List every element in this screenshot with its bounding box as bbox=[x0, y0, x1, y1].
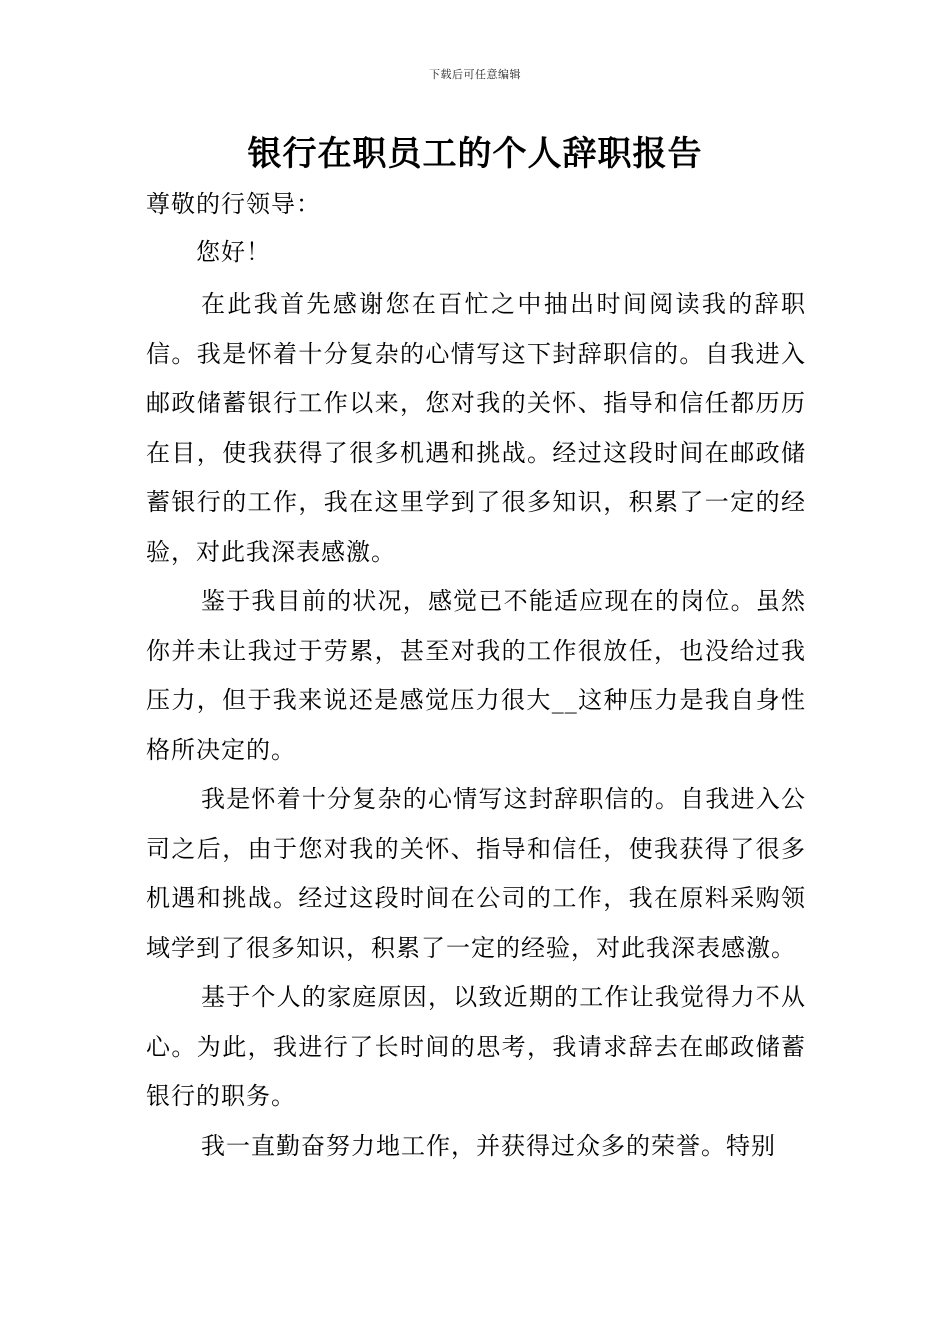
salutation: 尊敬的行领导： bbox=[146, 190, 321, 218]
header-note: 下载后可任意编辑 bbox=[429, 68, 521, 81]
paragraph-2: 鉴于我目前的状况，感觉已不能适应现在的岗位。虽然你并未让我过于劳累，甚至对我的工作很放任，也没给过我压力，但于我来说还是感觉压力很大__这种压力是我自身性格所决定的。 bbox=[146, 587, 806, 764]
paragraph-5: 我一直勤奋努力地工作，并获得过众多的荣誉。特别 bbox=[201, 1131, 776, 1160]
greeting: 您好！ bbox=[196, 238, 271, 266]
paragraph-3: 我是怀着十分复杂的心情写这封辞职信的。自我进入公司之后，由于您对我的关怀、指导和信任，使我获得了很多机遇和挑战。经过这段时间在公司的工作，我在原料采购领域学到了很多知识，积累了一定的经验，对此我深表感激。 bbox=[146, 785, 806, 962]
paragraph-1: 在此我首先感谢您在百忙之中抽出时间阅读我的辞职信。我是怀着十分复杂的心情写这下封辞职信的。自我进入邮政储蓄银行工作以来，您对我的关怀、指导和信任都历历在目，使我获得了很多机遇和挑战。经过这段时间在邮政储蓄银行的工作，我在这里学到了很多知识，积累了一定的经验，对此我深表感激。 bbox=[146, 290, 806, 566]
paragraph-4: 基于个人的家庭原因，以致近期的工作让我觉得力不从心。为此，我进行了长时间的思考，我请求辞去在邮政储蓄银行的职务。 bbox=[146, 983, 806, 1110]
document-title: 银行在职员工的个人辞职报告 bbox=[247, 134, 703, 174]
letter-body bbox=[146, 180, 806, 1171]
